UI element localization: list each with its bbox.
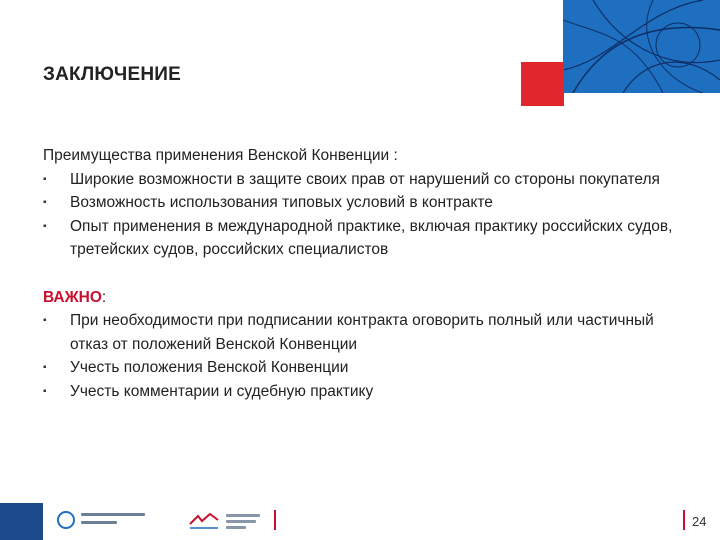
decorative-lines-pattern-icon [563,0,720,93]
bullet-icon: ▪ [43,362,47,373]
list-item-text: При необходимости при подписании контракта оговорить полный или частичный отказ от положений Венской Конвенции [70,312,654,353]
list-item-text: Опыт применения в международной практике, включая практику российских судов, третейских судов, российских специалистов [70,217,673,258]
important-heading-line [43,286,683,310]
decorative-blue-block [563,0,720,93]
partner-logo-icon [188,509,268,535]
list-item-text: Учесть комментарии и судебную практику [70,382,374,400]
bullet-icon: ▪ [43,173,47,185]
list-item [43,168,683,192]
list-item [43,309,683,356]
bullet-icon: ▪ [43,197,47,208]
slide-content [43,144,683,403]
important-colon: : [101,288,107,306]
footer-separator [274,510,276,530]
education-project-logo-icon [57,509,167,535]
list-item-text: Широкие возможности в защите своих прав от нарушений со стороны покупателя [70,170,660,188]
page-title: ЗАКЛЮЧЕНИЕ [43,64,181,85]
page-number: 24 [692,514,707,529]
list-item [43,380,683,404]
advantages-list [43,168,683,262]
bullet-icon: ▪ [43,315,47,326]
list-item-text: Возможность использования типовых условий в контракте [70,194,493,211]
list-item [43,356,683,380]
decorative-red-square [521,62,564,106]
bullet-icon: ▪ [43,220,47,232]
page-number-separator [683,510,685,530]
important-list [43,309,683,403]
list-item [43,215,683,262]
footer-blue-block [0,503,43,540]
bullet-icon: ▪ [43,385,47,397]
list-item [43,191,683,215]
list-item-text: Учесть положения Венской Конвенции [70,359,349,376]
advantages-heading: Преимущества применения Венской Конвенции : [43,147,398,164]
important-heading: ВАЖНО [43,288,102,306]
